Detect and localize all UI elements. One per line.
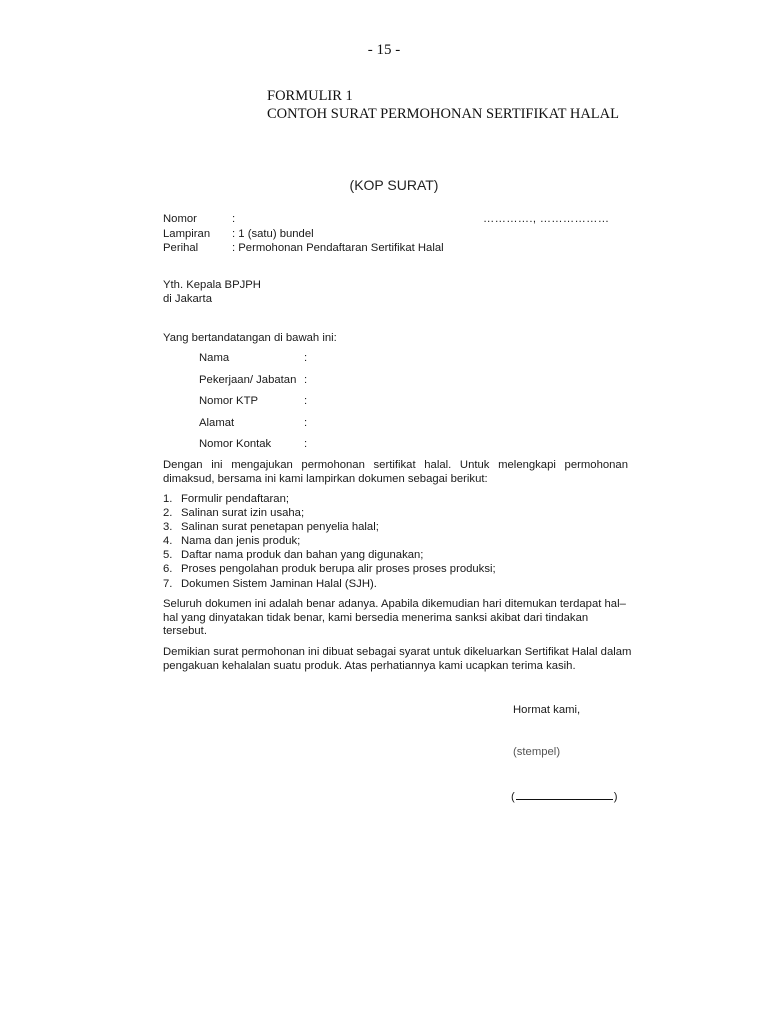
field-colon: : (304, 416, 308, 429)
signature-close-paren: ) (613, 791, 618, 803)
letterhead-placeholder (0, 177, 768, 193)
signer-intro: Yang bertandatangan di bawah ini: (163, 332, 337, 344)
field-label: Pekerjaan/ Jabatan (199, 373, 297, 386)
list-number: 6. (163, 563, 173, 576)
list-text: Salinan surat izin usaha; (181, 507, 305, 520)
field-label: Nomor KTP (199, 395, 259, 407)
list-number: 2. (163, 507, 173, 520)
list-item (163, 577, 496, 591)
list-item (163, 562, 496, 576)
list-item (163, 506, 496, 520)
page-number: - 15 - (367, 42, 401, 58)
meta-label: Lampiran (163, 227, 211, 240)
list-text: Nama dan jenis produk; (181, 535, 301, 548)
statement-paragraph: Seluruh dokumen ini adalah benar adanya. Apabila dikemudian hari ditemukan terdapat hal–hal yang dinyatakan tidak benar, kami bersedia menerima sanksi akibat dari tindakan tersebut. (163, 598, 626, 637)
letterhead-text: (KOP SURAT) (349, 177, 439, 193)
list-number: 1. (163, 493, 173, 505)
closing-paragraph: Demikian surat permohonan ini dibuat sebagai syarat untuk dikeluarkan Sertifikat Halal dalam pengakuan kehalalan suatu produk. Atas perhatiannya kami ucapkan terima kasih. (163, 646, 632, 672)
field-label: Nama (199, 352, 230, 364)
list-number: 7. (163, 577, 173, 590)
list-text: Salinan surat penetapan penyelia halal; (181, 521, 379, 534)
meta-row-lampiran (163, 227, 633, 242)
list-text: Formulir pendaftaran; (181, 493, 289, 505)
list-item (163, 520, 496, 534)
place-date: …………., ……………… (483, 213, 610, 225)
field-colon: : (304, 352, 308, 364)
closing-salutation: Hormat kami, (513, 704, 581, 716)
field-colon: : (304, 373, 308, 386)
attachment-list (163, 492, 496, 591)
signature-open-paren: ( (511, 791, 515, 803)
recipient (163, 279, 261, 306)
meta-row-perihal (163, 241, 633, 256)
meta-label: Perihal (163, 242, 199, 254)
list-text: Proses pengolahan produk berupa alir proses proses produksi; (181, 563, 496, 576)
meta-value: : (232, 213, 236, 225)
meta-value: : 1 (satu) bundel (232, 227, 314, 240)
meta-label: Nomor (163, 213, 197, 225)
form-subtitle: CONTOH SURAT PERMOHONAN SERTIFIKAT HALAL (267, 106, 619, 122)
signature-blank (516, 788, 613, 800)
list-number: 5. (163, 549, 173, 562)
recipient-city: di Jakarta (163, 292, 212, 305)
list-number: 3. (163, 521, 173, 534)
field-colon: : (304, 395, 308, 407)
list-text: Dokumen Sistem Jaminan Halal (SJH). (181, 577, 377, 590)
field-colon: : (304, 438, 308, 450)
field-label: Alamat (199, 416, 235, 429)
list-item (163, 492, 496, 506)
list-number: 4. (163, 535, 173, 548)
stamp-placeholder: (stempel) (513, 746, 561, 758)
list-item (163, 548, 496, 562)
recipient-line: Yth. Kepala BPJPH (163, 279, 261, 291)
request-paragraph: Dengan ini mengajukan permohonan sertifikat halal. Untuk melengkapi permohonan dimaksud, bersama ini kami lampirkan dokumen sebagai berikut: (163, 459, 628, 485)
meta-value: : Permohonan Pendaftaran Sertifikat Halal (232, 242, 444, 254)
list-text: Daftar nama produk dan bahan yang digunakan; (181, 549, 424, 562)
signature-line (511, 788, 618, 803)
form-heading (267, 87, 619, 123)
form-title: FORMULIR 1 (267, 88, 353, 104)
field-label: Nomor Kontak (199, 438, 272, 450)
list-item (163, 534, 496, 548)
